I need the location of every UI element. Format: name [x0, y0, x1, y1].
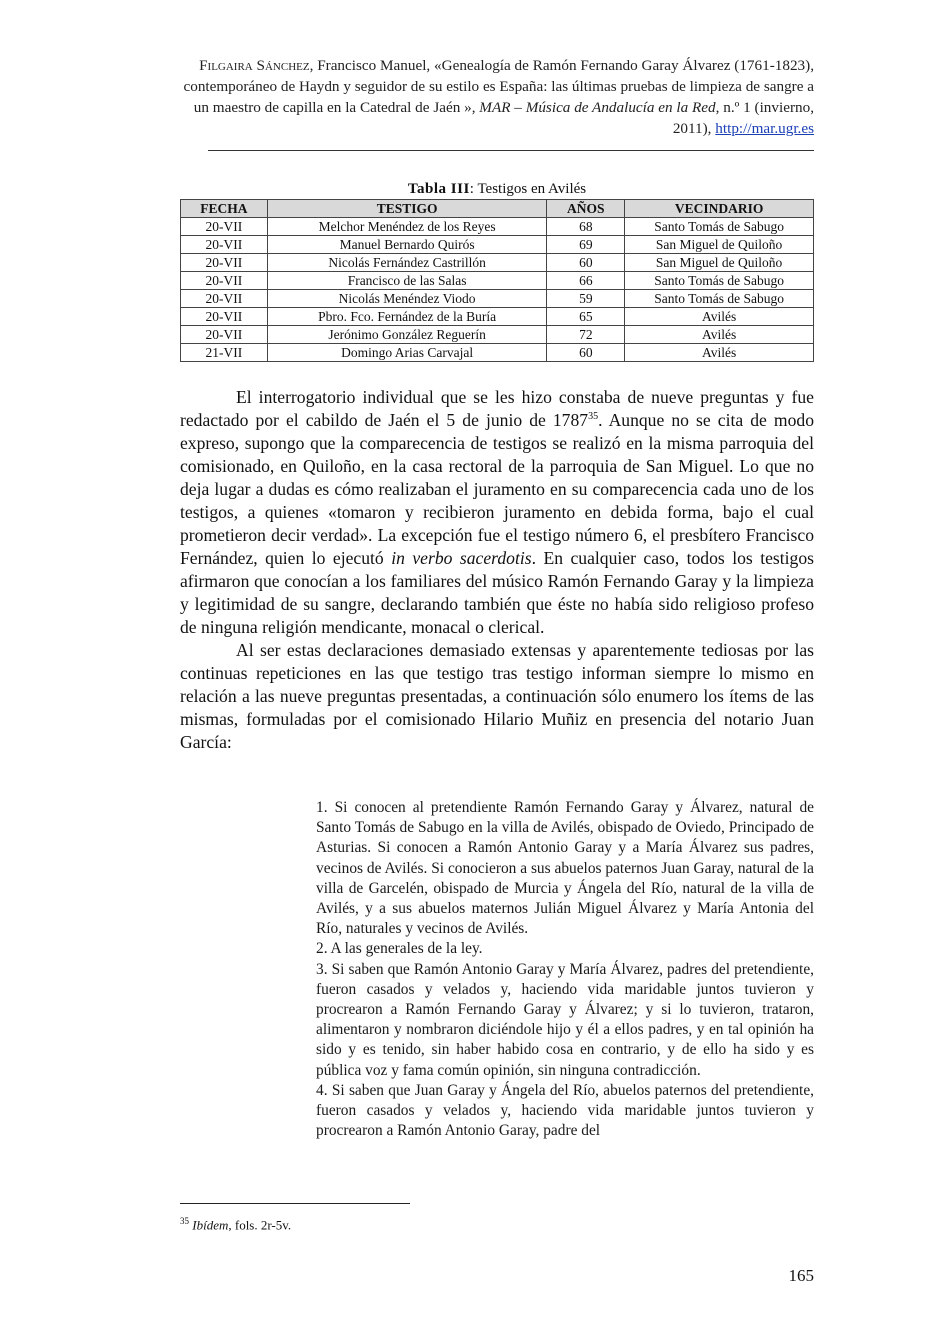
cell-anos: 72 — [547, 326, 625, 344]
cell-testigo: Domingo Arias Carvajal — [267, 344, 547, 362]
footnote-ref-35[interactable]: 35 — [588, 411, 599, 423]
cell-anos: 66 — [547, 272, 625, 290]
cell-testigo: Nicolás Fernández Castrillón — [267, 254, 547, 272]
question-2: 2. A las generales de la ley. — [316, 940, 483, 958]
cell-testigo: Melchor Menéndez de los Reyes — [267, 218, 547, 236]
cell-vecindario: San Miguel de Quiloño — [625, 236, 814, 254]
cell-anos: 68 — [547, 218, 625, 236]
table-caption — [180, 180, 814, 198]
question-1: 1. Si conocen al pretendiente Ramón Fernando Garay y Álvarez, natural de Santo Tomás de Sabugo en la villa de Avilés, obispado de Oviedo, Principado de Asturias. Si conocen a Ramón Antonio Garay y a María Álvarez sus padres, vecinos de Avilés. Si conocieron a sus abuelos paternos Juan Garay, natural de la villa de Garcelén, obispado de Murcia y Ángela del Río, natural de la villa de Avilés, y a sus abuelos maternos Julián Miguel Álvarez y María Antonia del Río, naturales y vecinos de Avilés. — [316, 799, 814, 938]
cell-anos: 69 — [547, 236, 625, 254]
cell-vecindario: San Miguel de Quiloño — [625, 254, 814, 272]
cell-anos: 65 — [547, 308, 625, 326]
witness-table — [180, 199, 814, 362]
cell-fecha: 20-VII — [181, 326, 268, 344]
table-row — [181, 290, 814, 308]
table-row — [181, 218, 814, 236]
cell-vecindario: Santo Tomás de Sabugo — [625, 290, 814, 308]
body-text — [180, 386, 814, 754]
cell-vecindario: Avilés — [625, 344, 814, 362]
footnote-text: , fols. 2r-5v. — [228, 1217, 292, 1233]
cell-vecindario: Santo Tomás de Sabugo — [625, 272, 814, 290]
cell-fecha: 20-VII — [181, 254, 268, 272]
cell-fecha: 20-VII — [181, 218, 268, 236]
interrogation-quote — [316, 798, 814, 1141]
column-header-vecindario: VECINDARIO — [625, 200, 814, 218]
footnote-number: 35 — [180, 1216, 189, 1226]
column-header-fecha: FECHA — [181, 200, 268, 218]
p1-text-b: . Aunque no se cita de modo expreso, supongo que la comparecencia de testigos se realizó en la misma parroquia del comisionado, en Quiloño, en la casa rectoral de la parroquia de San Miguel. Lo que no deja lugar a dudas es cómo realizaban el juramento en su comparecencia cada uno de los testigos, a quienes «tomaron y recibieron juramento en debida forma, bajo el cual prometieron decir verdad». La excepción fue el testigo número 6, el presbítero Francisco Fernández, quien lo ejecutó — [180, 410, 814, 568]
cell-fecha: 20-VII — [181, 308, 268, 326]
question-3: 3. Si saben que Ramón Antonio Garay y María Álvarez, padres del pretendiente, fueron casados y velados y, haciendo vida maridable juntos tuvieron y procrearon a Ramón Fernando Garay y Álvarez; y si lo tuvieron, trataron, alimentaron y nombraron diciéndole hijo y él a ellos padres, y en tal opinión ha sido y es tenido, sin haber habido cosa en contrario, y de ello ha sido y es pública voz y fama común opinión, sin ninguna contradicción. — [316, 960, 814, 1079]
running-header — [180, 55, 814, 139]
header-citation-part1: , Francisco Manuel, «Genealogía de Ramón Fernando Garay Álvarez (1761-1823), contemporáneo de Haydn y seguidor de su estilo es España: las últimas pruebas de limpieza de sangre a un maestro de capilla en la Catedral de Jaén », — [183, 57, 814, 116]
header-citation-part2: , n.º 1 (invierno, 2011), — [672, 99, 814, 137]
cell-anos: 60 — [547, 344, 625, 362]
footnote — [180, 1212, 291, 1234]
cell-testigo: Manuel Bernardo Quirós — [267, 236, 547, 254]
header-divider — [208, 150, 814, 151]
cell-anos: 59 — [547, 290, 625, 308]
table-row — [181, 308, 814, 326]
table-header-row — [181, 200, 814, 218]
p1-italic-phrase: in verbo sacerdotis — [391, 548, 532, 568]
body-paragraph-2: Al ser estas declaraciones demasiado extensas y aparentemente tediosas por las continuas repeticiones en las que testigo tras testigo informan siempre lo mismo en relación a las nueve preguntas presentadas, a continuación sólo enumero los ítems de las mismas, formuladas por el comisionado Hilario Muñiz en presencia del notario Juan García: — [180, 640, 814, 752]
table-row — [181, 344, 814, 362]
body-paragraph-1 — [180, 386, 814, 639]
cell-fecha: 20-VII — [181, 236, 268, 254]
table-row — [181, 272, 814, 290]
cell-vecindario: Avilés — [625, 308, 814, 326]
cell-fecha: 20-VII — [181, 290, 268, 308]
cell-fecha: 21-VII — [181, 344, 268, 362]
header-url-link[interactable]: http://mar.ugr.es — [715, 120, 814, 137]
p1-text-a: El interrogatorio individual que se les hizo constaba de nueve preguntas y fue redactado por el cabildo de Jaén el 5 de junio de 1787 — [180, 387, 814, 430]
page-number: 165 — [788, 1266, 814, 1285]
cell-anos: 60 — [547, 254, 625, 272]
cell-vecindario: Santo Tomás de Sabugo — [625, 218, 814, 236]
cell-fecha: 20-VII — [181, 272, 268, 290]
cell-vecindario: Avilés — [625, 326, 814, 344]
question-4: 4. Si saben que Juan Garay y Ángela del Río, abuelos paternos del pretendiente, fueron casados y velados y, haciendo vida maridable juntos tuvieron y procrearon a Ramón Antonio Garay, padre del — [316, 1081, 814, 1140]
table-row — [181, 236, 814, 254]
table-caption-label: Tabla III — [407, 181, 470, 197]
footnote-divider — [180, 1203, 410, 1204]
cell-testigo: Jerónimo González Reguerín — [267, 326, 547, 344]
table-row — [181, 326, 814, 344]
p1-text-c: . En cualquier caso, todos los testigos afirmaron que conocían a los familiares del músico Ramón Fernando Garay y la limpieza y legitimidad de su sangre, declarando también que éste no había sido religioso profeso de ninguna religión mendicante, monacal o clerical. — [180, 548, 814, 637]
column-header-testigo: TESTIGO — [267, 200, 547, 218]
column-header-anos: AÑOS — [547, 200, 625, 218]
table-caption-text: : Testigos en Avilés — [469, 181, 587, 197]
header-author: Filgaira Sánchez — [199, 57, 310, 74]
cell-testigo: Pbro. Fco. Fernández de la Buría — [267, 308, 547, 326]
cell-testigo: Francisco de las Salas — [267, 272, 547, 290]
header-journal: MAR – Música de Andalucía en la Red — [479, 99, 716, 116]
table-row — [181, 254, 814, 272]
footnote-italic: Ibídem — [192, 1217, 229, 1233]
cell-testigo: Nicolás Menéndez Viodo — [267, 290, 547, 308]
